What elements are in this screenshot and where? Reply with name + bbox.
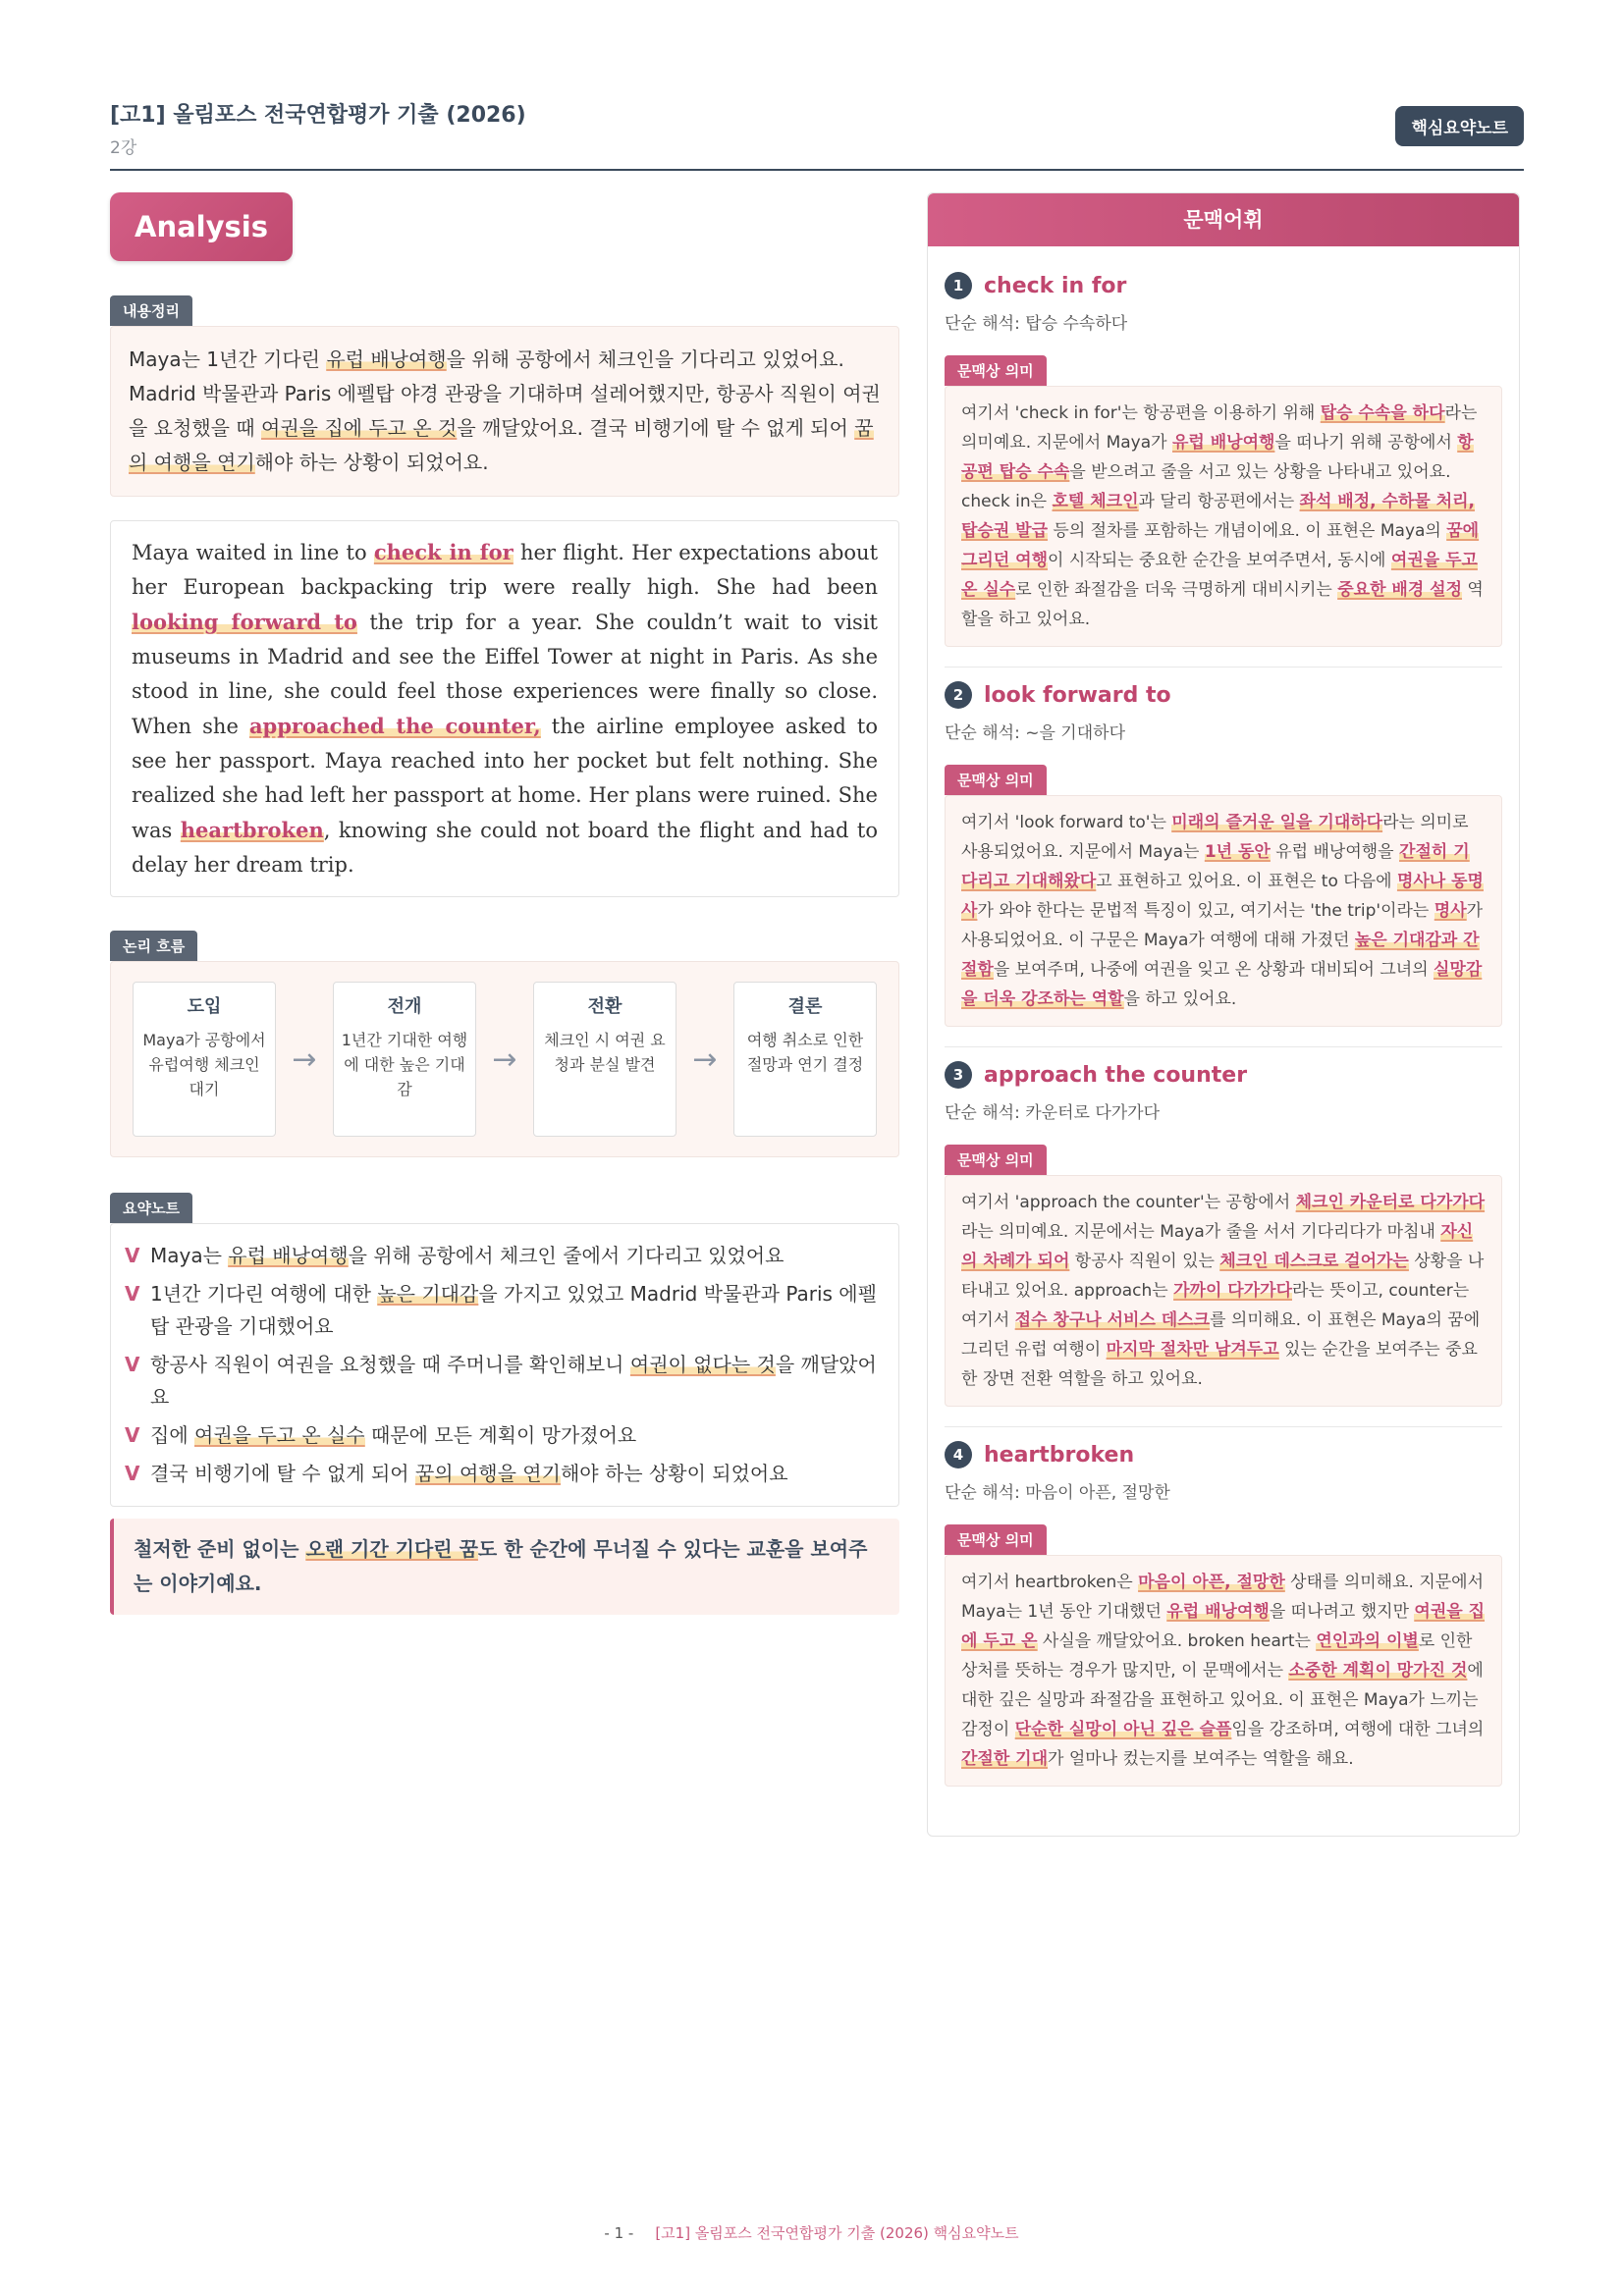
highlight: 실망감을 더욱 강조하는 역할 [961, 960, 1483, 1009]
context-meaning-tag: 문맥상 의미 [945, 765, 1047, 795]
highlight: 간절한 기대 [961, 1749, 1049, 1769]
analysis-column [110, 192, 899, 1615]
vocab-number-badge: 4 [945, 1441, 972, 1468]
context-meaning-tag: 문맥상 의미 [945, 1524, 1047, 1555]
simple-meaning: 단순 해석: 탑승 수속하다 [945, 314, 1128, 334]
highlight: 명사 [1434, 901, 1467, 921]
highlight: 명사나 동명사 [961, 872, 1484, 921]
summary-notes-section [110, 1193, 899, 1507]
highlight: 높은 기대감 [377, 1282, 479, 1306]
context-meaning-text: 여기서 heartbroken은 마음이 아픈, 절망한 상태를 의미해요. 지문에서 Maya는 1년 동안 기대했던 유럽 배낭여행을 떠나려고 했지만 여권을 집에 두고 온 사실을 깨달았어요. broken heart는 연인과의 이별로 인한 상처를 뜻하는 경우가 많지만, 이 문맥에서는 소중한 계획이 망가진 것에 대한 깊은 실망과 좌절감을 표현하고 있어요. 이 표현은 Maya가 느끼는 감정이 단순한 실망이 아닌 깊은 슬픔임을 강조하며, 여행에 대한 그녀의 간절한 기대가 얼마나 컸는지를 보여주는 역할을 해요. [945, 1555, 1502, 1787]
highlight: 간절히 기다리고 기대해왔다 [961, 842, 1470, 891]
vocab-term: approach the counter [984, 1062, 1248, 1088]
highlight: 여권을 두고 온 실수 [194, 1423, 365, 1447]
summary-tag: 내용정리 [110, 295, 192, 326]
vocab-term-heading [945, 681, 1502, 709]
highlight: 높은 기대감과 간절함 [961, 931, 1480, 980]
arrow-right-icon: → [692, 1041, 718, 1077]
highlight: 마지막 절차만 남겨두고 [1106, 1340, 1279, 1360]
document-title: [고1] 올림포스 전국연합평가 기출 (2026) [110, 103, 526, 128]
vocab-entry [945, 1047, 1502, 1427]
highlight: 소중한 계획이 망가진 것 [1288, 1661, 1468, 1681]
highlight: 오랜 기간 기다린 꿈 [305, 1537, 478, 1561]
vocab-term: check in for [984, 273, 1127, 298]
flow-step-turn: 전환 체크인 시 여권 요청과 분실 발견 [533, 982, 676, 1137]
check-icon: V [125, 1282, 140, 1306]
context-meaning-tag: 문맥상 의미 [945, 355, 1047, 386]
highlight: 항공편 탑승 수속 [961, 433, 1474, 482]
vocab-number-badge: 2 [945, 681, 972, 709]
vocab-term-heading [945, 272, 1502, 299]
highlight: 1년 동안 [1204, 842, 1271, 862]
highlight: 유럽 배낭여행 [326, 347, 447, 371]
highlight: 마음이 아픈, 절망한 [1138, 1573, 1285, 1592]
page-header [110, 94, 1524, 171]
highlight: 유럽 배낭여행 [228, 1244, 349, 1267]
vocab-entry [945, 258, 1502, 667]
highlight: 좌석 배정, 수하물 처리, 탑승권 발급 [961, 492, 1476, 541]
flow-tag: 논리 흐름 [110, 931, 197, 961]
lesson-conclusion: 철저한 준비 없이는 오랜 기간 기다린 꿈도 한 순간에 무너질 수 있다는 교훈을 보여주는 이야기예요. [110, 1519, 899, 1615]
context-vocab-card [927, 192, 1520, 1837]
highlight: 꿈의 여행을 연기 [414, 1462, 561, 1485]
simple-meaning: 단순 해석: ~을 기대하다 [945, 723, 1125, 743]
flow-step-conclusion: 결론 여행 취소로 인한 절망과 연기 결정 [733, 982, 877, 1137]
list-item: V Maya는 유럽 배낭여행을 위해 공항에서 체크인 줄에서 기다리고 있었어요 [125, 1240, 885, 1272]
list-item: V 결국 비행기에 탈 수 없게 되어 꿈의 여행을 연기해야 하는 상황이 되었어요 [125, 1458, 885, 1490]
highlight: 가까이 다가가다 [1173, 1281, 1292, 1301]
context-meaning-tag: 문맥상 의미 [945, 1145, 1047, 1175]
vocab-term: look forward to [984, 682, 1171, 708]
vocab-entry [945, 667, 1502, 1047]
highlight: 호텔 체크인 [1052, 492, 1139, 511]
highlight: 탑승 수속을 하다 [1320, 403, 1445, 423]
check-icon: V [125, 1423, 140, 1447]
highlight: 미래의 즐거운 일을 기대하다 [1171, 813, 1383, 832]
check-icon: V [125, 1462, 140, 1485]
vocab-term-heading [945, 1061, 1502, 1089]
logic-flow-section [110, 931, 899, 1157]
vocab-term: heartbroken [984, 1442, 1135, 1468]
flow-step-intro: 도입 Maya가 공항에서 유럽여행 체크인 대기 [133, 982, 276, 1137]
arrow-right-icon: → [292, 1041, 317, 1077]
vocab-entry [945, 1427, 1502, 1806]
vocab-list [928, 246, 1519, 1836]
highlight: 꿈에 그리던 여행 [961, 521, 1480, 570]
vocab-title: 문맥어휘 [928, 193, 1519, 246]
english-passage: Maya waited in line to check in for her flight. Her expectations about her European backpacking trip were really high. She had been looking forward to the trip for a year. She couldn’t wait to visit museums in Madrid and see the Eiffel Tower at night in Paris. As she stood in line, she could feel those experiences were finally so close. When she approached the counter, the airline employee asked to see her passport. Maya reached into her pocket but felt nothing. She realized she had left her passport at home. Her plans were ruined. She was heartbroken, knowing she could not board the flight and had to delay her dream trip. [110, 520, 899, 897]
flow-diagram [110, 961, 899, 1157]
page-footer [0, 2222, 1623, 2243]
page-number: - 1 - [604, 2224, 634, 2242]
highlight: 여권이 없다는 것 [629, 1353, 776, 1376]
summary-text: Maya는 1년간 기다린 유럽 배낭여행을 위해 공항에서 체크인을 기다리고 있었어요. Madrid 박물관과 Paris 에펠탑 야경 관광을 기대하며 설레어했지만, 항공사 직원이 여권을 요청했을 때 여권을 집에 두고 온 것을 깨달았어요. 결국 비행기에 탈 수 없게 되어 꿈의 여행을 연기해야 하는 상황이 되었어요. [110, 326, 899, 497]
vocab-term-heading [945, 1441, 1502, 1468]
footer-text: [고1] 올림포스 전국연합평가 기출 (2026) 핵심요약노트 [655, 2224, 1019, 2242]
vocab-term-highlight: check in for [373, 540, 514, 564]
highlight: 연인과의 이별 [1316, 1631, 1419, 1651]
vocab-number-badge: 3 [945, 1061, 972, 1089]
vocab-term-highlight: heartbroken [180, 818, 324, 842]
highlight: 접수 창구나 서비스 데스크 [1014, 1310, 1211, 1330]
summary-section [110, 295, 899, 497]
vocab-number-badge: 1 [945, 272, 972, 299]
highlight: 체크인 데스크로 걸어가는 [1219, 1252, 1409, 1271]
highlight: 여권을 집에 두고 온 것 [261, 416, 458, 440]
simple-meaning: 단순 해석: 카운터로 다가가다 [945, 1103, 1161, 1123]
highlight: 꿈의 여행을 연기 [129, 416, 874, 474]
arrow-right-icon: → [492, 1041, 517, 1077]
analysis-heading: Analysis [110, 192, 293, 261]
highlight: 자신의 차례가 되어 [961, 1222, 1474, 1271]
simple-meaning: 단순 해석: 마음이 아픈, 절망한 [945, 1483, 1170, 1503]
highlight: 체크인 카운터로 다가가다 [1295, 1193, 1486, 1212]
context-meaning-text: 여기서 'check in for'는 항공편을 이용하기 위해 탑승 수속을 하다라는 의미예요. 지문에서 Maya가 유럽 배낭여행을 떠나기 위해 공항에서 항공편 탑승 수속을 받으려고 줄을 서고 있는 상황을 나타내고 있어요. check in은 호텔 체크인과 달리 항공편에서는 좌석 배정, 수하물 처리, 탑승권 발급 등의 절차를 포함하는 개념이에요. 이 표현은 Maya의 꿈에 그리던 여행이 시작되는 중요한 순간을 보여주면서, 동시에 여권을 두고 온 실수로 인한 좌절감을 더욱 극명하게 대비시키는 중요한 배경 설정 역할을 하고 있어요. [945, 386, 1502, 647]
highlight: 여권을 집에 두고 온 [961, 1602, 1486, 1651]
vocab-term-highlight: looking forward to [132, 610, 357, 634]
check-icon: V [125, 1353, 140, 1376]
context-meaning-text: 여기서 'look forward to'는 미래의 즐거운 일을 기대하다라는 의미로 사용되었어요. 지문에서 Maya는 1년 동안 유럽 배낭여행을 간절히 기다리고 기대해왔다고 표현하고 있어요. 이 표현은 to 다음에 명사나 동명사가 와야 한다는 문법적 특징이 있고, 여기서는 'the trip'이라는 명사가 사용되었어요. 이 구문은 Maya가 여행에 대해 가졌던 높은 기대감과 간절함을 보여주며, 나중에 여권을 잊고 온 상황과 대비되어 그녀의 실망감을 더욱 강조하는 역할을 하고 있어요. [945, 795, 1502, 1027]
lesson-number: 2강 [110, 138, 137, 158]
note-type-badge: 핵심요약노트 [1395, 106, 1524, 146]
list-item: V 항공사 직원이 여권을 요청했을 때 주머니를 확인해보니 여권이 없다는 것을 깨달았어요 [125, 1349, 885, 1414]
highlight: 여권을 두고 온 실수 [961, 551, 1478, 600]
list-item: V 1년간 기다린 여행에 대한 높은 기대감을 가지고 있었고 Madrid 박물관과 Paris 에펠탑 관광을 기대했어요 [125, 1278, 885, 1343]
summary-notes [110, 1223, 899, 1507]
check-icon: V [125, 1244, 140, 1267]
list-item: V 집에 여권을 두고 온 실수 때문에 모든 계획이 망가졌어요 [125, 1419, 885, 1452]
vocab-column [927, 192, 1520, 1837]
highlight: 중요한 배경 설정 [1337, 580, 1463, 600]
context-meaning-text: 여기서 'approach the counter'는 공항에서 체크인 카운터로 다가가다라는 의미예요. 지문에서는 Maya가 줄을 서서 기다리다가 마침내 자신의 차례가 되어 항공사 직원이 있는 체크인 데스크로 걸어가는 상황을 나타내고 있어요. approach는 가까이 다가가다라는 뜻이고, counter는 여기서 접수 창구나 서비스 데스크를 의미해요. 이 표현은 Maya의 꿈에 그리던 유럽 여행이 마지막 절차만 남겨두고 있는 순간을 보여주는 중요한 장면 전환 역할을 하고 있어요. [945, 1175, 1502, 1407]
vocab-term-highlight: approached the counter, [248, 714, 541, 738]
highlight: 유럽 배낭여행 [1166, 1602, 1270, 1622]
flow-step-development: 전개 1년간 기대한 여행에 대한 높은 기대감 [333, 982, 476, 1137]
highlight: 유럽 배낭여행 [1171, 433, 1275, 453]
highlight: 단순한 실망이 아닌 깊은 슬픔 [1014, 1720, 1232, 1739]
notes-tag: 요약노트 [110, 1193, 192, 1223]
